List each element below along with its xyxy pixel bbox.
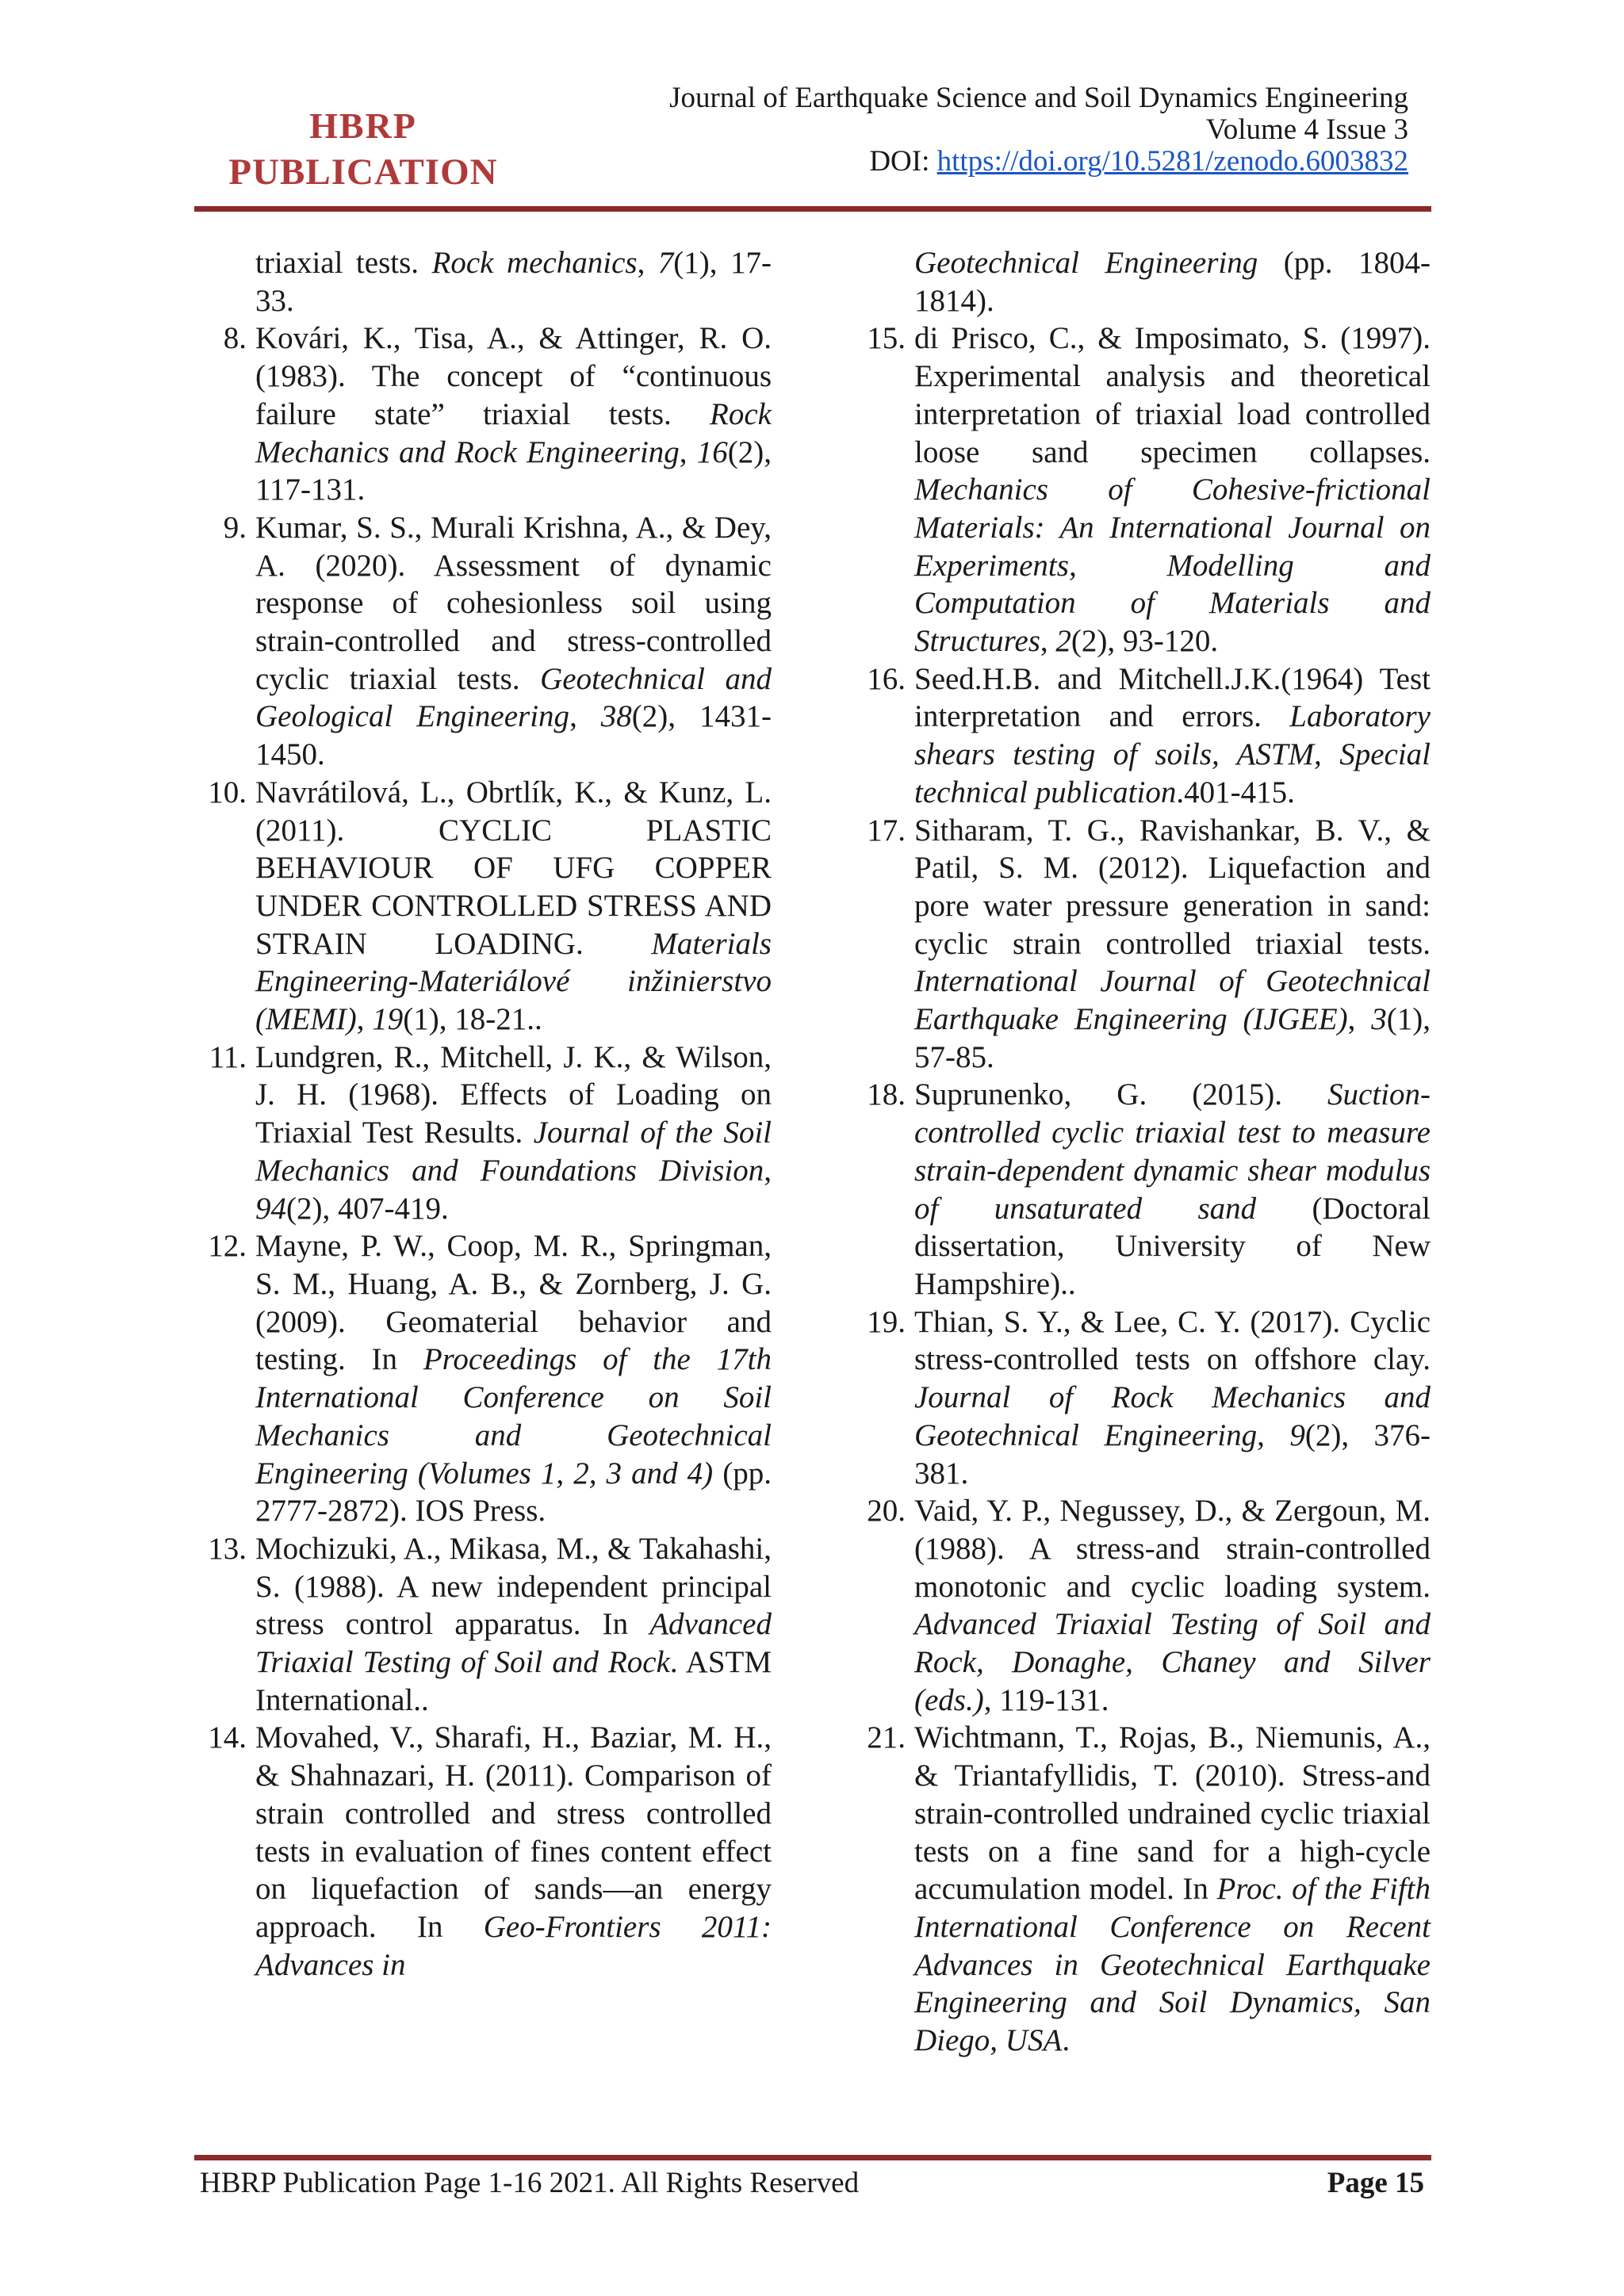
- reference-continuation: Geotechnical Engineering (pp. 1804-1814).: [914, 246, 1431, 318]
- publisher-logo: [220, 103, 506, 195]
- reference-item: 17. Sitharam, T. G., Ravishankar, B. V., & Patil, S. M. (2012). Liquefaction and pore water pressure generation in sand: cyclic strain controlled triaxial tests. International Journal of Geotechnical Earthquake Engineering (IJGEE), 3(1), 57-85.: [858, 812, 1431, 1077]
- reference-number: 10.: [208, 775, 247, 809]
- logo-line-1: HBRP: [309, 105, 417, 146]
- reference-number: 13.: [208, 1531, 247, 1566]
- reference-number: 20.: [867, 1494, 906, 1529]
- reference-number: 9.: [223, 510, 247, 545]
- reference-number: 21.: [867, 1720, 906, 1755]
- reference-number: 19.: [867, 1304, 906, 1339]
- reference-item: 16. Seed.H.B. and Mitchell.J.K.(1964) Test interpretation and errors. Laboratory shears testing of soils, ASTM, Special technical publication.401-415.: [858, 660, 1431, 812]
- reference-number: 14.: [208, 1720, 247, 1755]
- reference-number: 16.: [867, 661, 906, 696]
- reference-number: 11.: [209, 1039, 247, 1074]
- reference-number: 17.: [867, 813, 906, 848]
- doi-link[interactable]: https://doi.org/10.5281/zenodo.6003832: [936, 145, 1408, 178]
- reference-continuation: triaxial tests. Rock mechanics, 7(1), 17-33.: [255, 246, 772, 318]
- left-column: [199, 244, 772, 1984]
- reference-item: 20. Vaid, Y. P., Negussey, D., & Zergoun, M. (1988). A stress-and strain-controlled monotonic and cyclic loading system. Advanced Triaxial Testing of Soil and Rock, Donaghe, Chaney and Silver (eds.), 119-131.: [858, 1492, 1431, 1719]
- reference-item: 10. Navrátilová, L., Obrtlík, K., & Kunz, L. (2011). CYCLIC PLASTIC BEHAVIOUR OF UFG COPPER UNDER CONTROLLED STRESS AND STRAIN LOADING. Materials Engineering-Materiálové inžinierstvo (MEMI), 19(1), 18-21..: [199, 774, 772, 1039]
- reference-item: 9. Kumar, S. S., Murali Krishna, A., & Dey, A. (2020). Assessment of dynamic response of cohesionless soil using strain-controlled and stress-controlled cyclic triaxial tests. Geotechnical and Geological Engineering, 38(2), 1431-1450.: [199, 509, 772, 774]
- header-rule: [194, 206, 1431, 212]
- footer-copyright: HBRP Publication Page 1-16 2021. All Rights Reserved: [200, 2167, 860, 2199]
- reference-item: 11. Lundgren, R., Mitchell, J. K., & Wilson, J. H. (1968). Effects of Loading on Triaxial Test Results. Journal of the Soil Mechanics and Foundations Division, 94(2), 407-419.: [199, 1039, 772, 1228]
- logo-line-2: PUBLICATION: [228, 151, 498, 193]
- footer-rule: [194, 2155, 1431, 2160]
- reference-item: 15. di Prisco, C., & Imposimato, S. (1997). Experimental analysis and theoretical interpretation of triaxial load controlled loose sand specimen collapses. Mechanics of Cohesive-frictional Materials: An International Journal on Experiments, Modelling and Computation of Materials and Structures, 2(2), 93-120.: [858, 320, 1431, 660]
- reference-number: 18.: [867, 1077, 906, 1112]
- journal-info: [669, 82, 1408, 178]
- reference-number: 15.: [867, 321, 906, 356]
- volume-issue: Volume 4 Issue 3: [1205, 113, 1408, 146]
- journal-title: Journal of Earthquake Science and Soil Dynamics Engineering: [669, 82, 1408, 114]
- reference-item: 13. Mochizuki, A., Mikasa, M., & Takahashi, S. (1988). A new independent principal stress control apparatus. In Advanced Triaxial Testing of Soil and Rock. ASTM International..: [199, 1530, 772, 1720]
- reference-item: 12. Mayne, P. W., Coop, M. R., Springman, S. M., Huang, A. B., & Zornberg, J. G. (2009). Geomaterial behavior and testing. In Proceedings of the 17th International Conference on Soil Mechanics and Geotechnical Engineering (Volumes 1, 2, 3 and 4) (pp. 2777-2872). IOS Press.: [199, 1227, 772, 1530]
- reference-item: 14. Movahed, V., Sharafi, H., Baziar, M. H., & Shahnazari, H. (2011). Comparison of strain controlled and stress controlled tests in evaluation of fines content effect on liquefaction of sands—an energy approach. In Geo-Frontiers 2011: Advances in: [199, 1719, 772, 1984]
- page-number: Page 15: [1327, 2167, 1424, 2199]
- reference-item: 18. Suprunenko, G. (2015). Suction-controlled cyclic triaxial test to measure strain-dependent dynamic shear modulus of unsaturated sand (Doctoral dissertation, University of New Hampshire)..: [858, 1076, 1431, 1303]
- reference-number: 8.: [223, 321, 247, 356]
- right-column: [858, 244, 1431, 2060]
- doi-line: [669, 146, 1408, 178]
- reference-item: 8. Kovári, K., Tisa, A., & Attinger, R. O. (1983). The concept of “continuous failure state” triaxial tests. Rock Mechanics and Rock Engineering, 16(2), 117-131.: [199, 320, 772, 509]
- reference-item: 21. Wichtmann, T., Rojas, B., Niemunis, A., & Triantafyllidis, T. (2010). Stress-and strain-controlled undrained cyclic triaxial tests on a fine sand for a high-cycle accumulation model. In Proc. of the Fifth International Conference on Recent Advances in Geotechnical Earthquake Engineering and Soil Dynamics, San Diego, USA.: [858, 1719, 1431, 2059]
- doi-label: DOI:: [869, 145, 937, 178]
- reference-item: 19. Thian, S. Y., & Lee, C. Y. (2017). Cyclic stress-controlled tests on offshore clay. Journal of Rock Mechanics and Geotechnical Engineering, 9(2), 376-381.: [858, 1303, 1431, 1493]
- reference-number: 12.: [208, 1229, 247, 1264]
